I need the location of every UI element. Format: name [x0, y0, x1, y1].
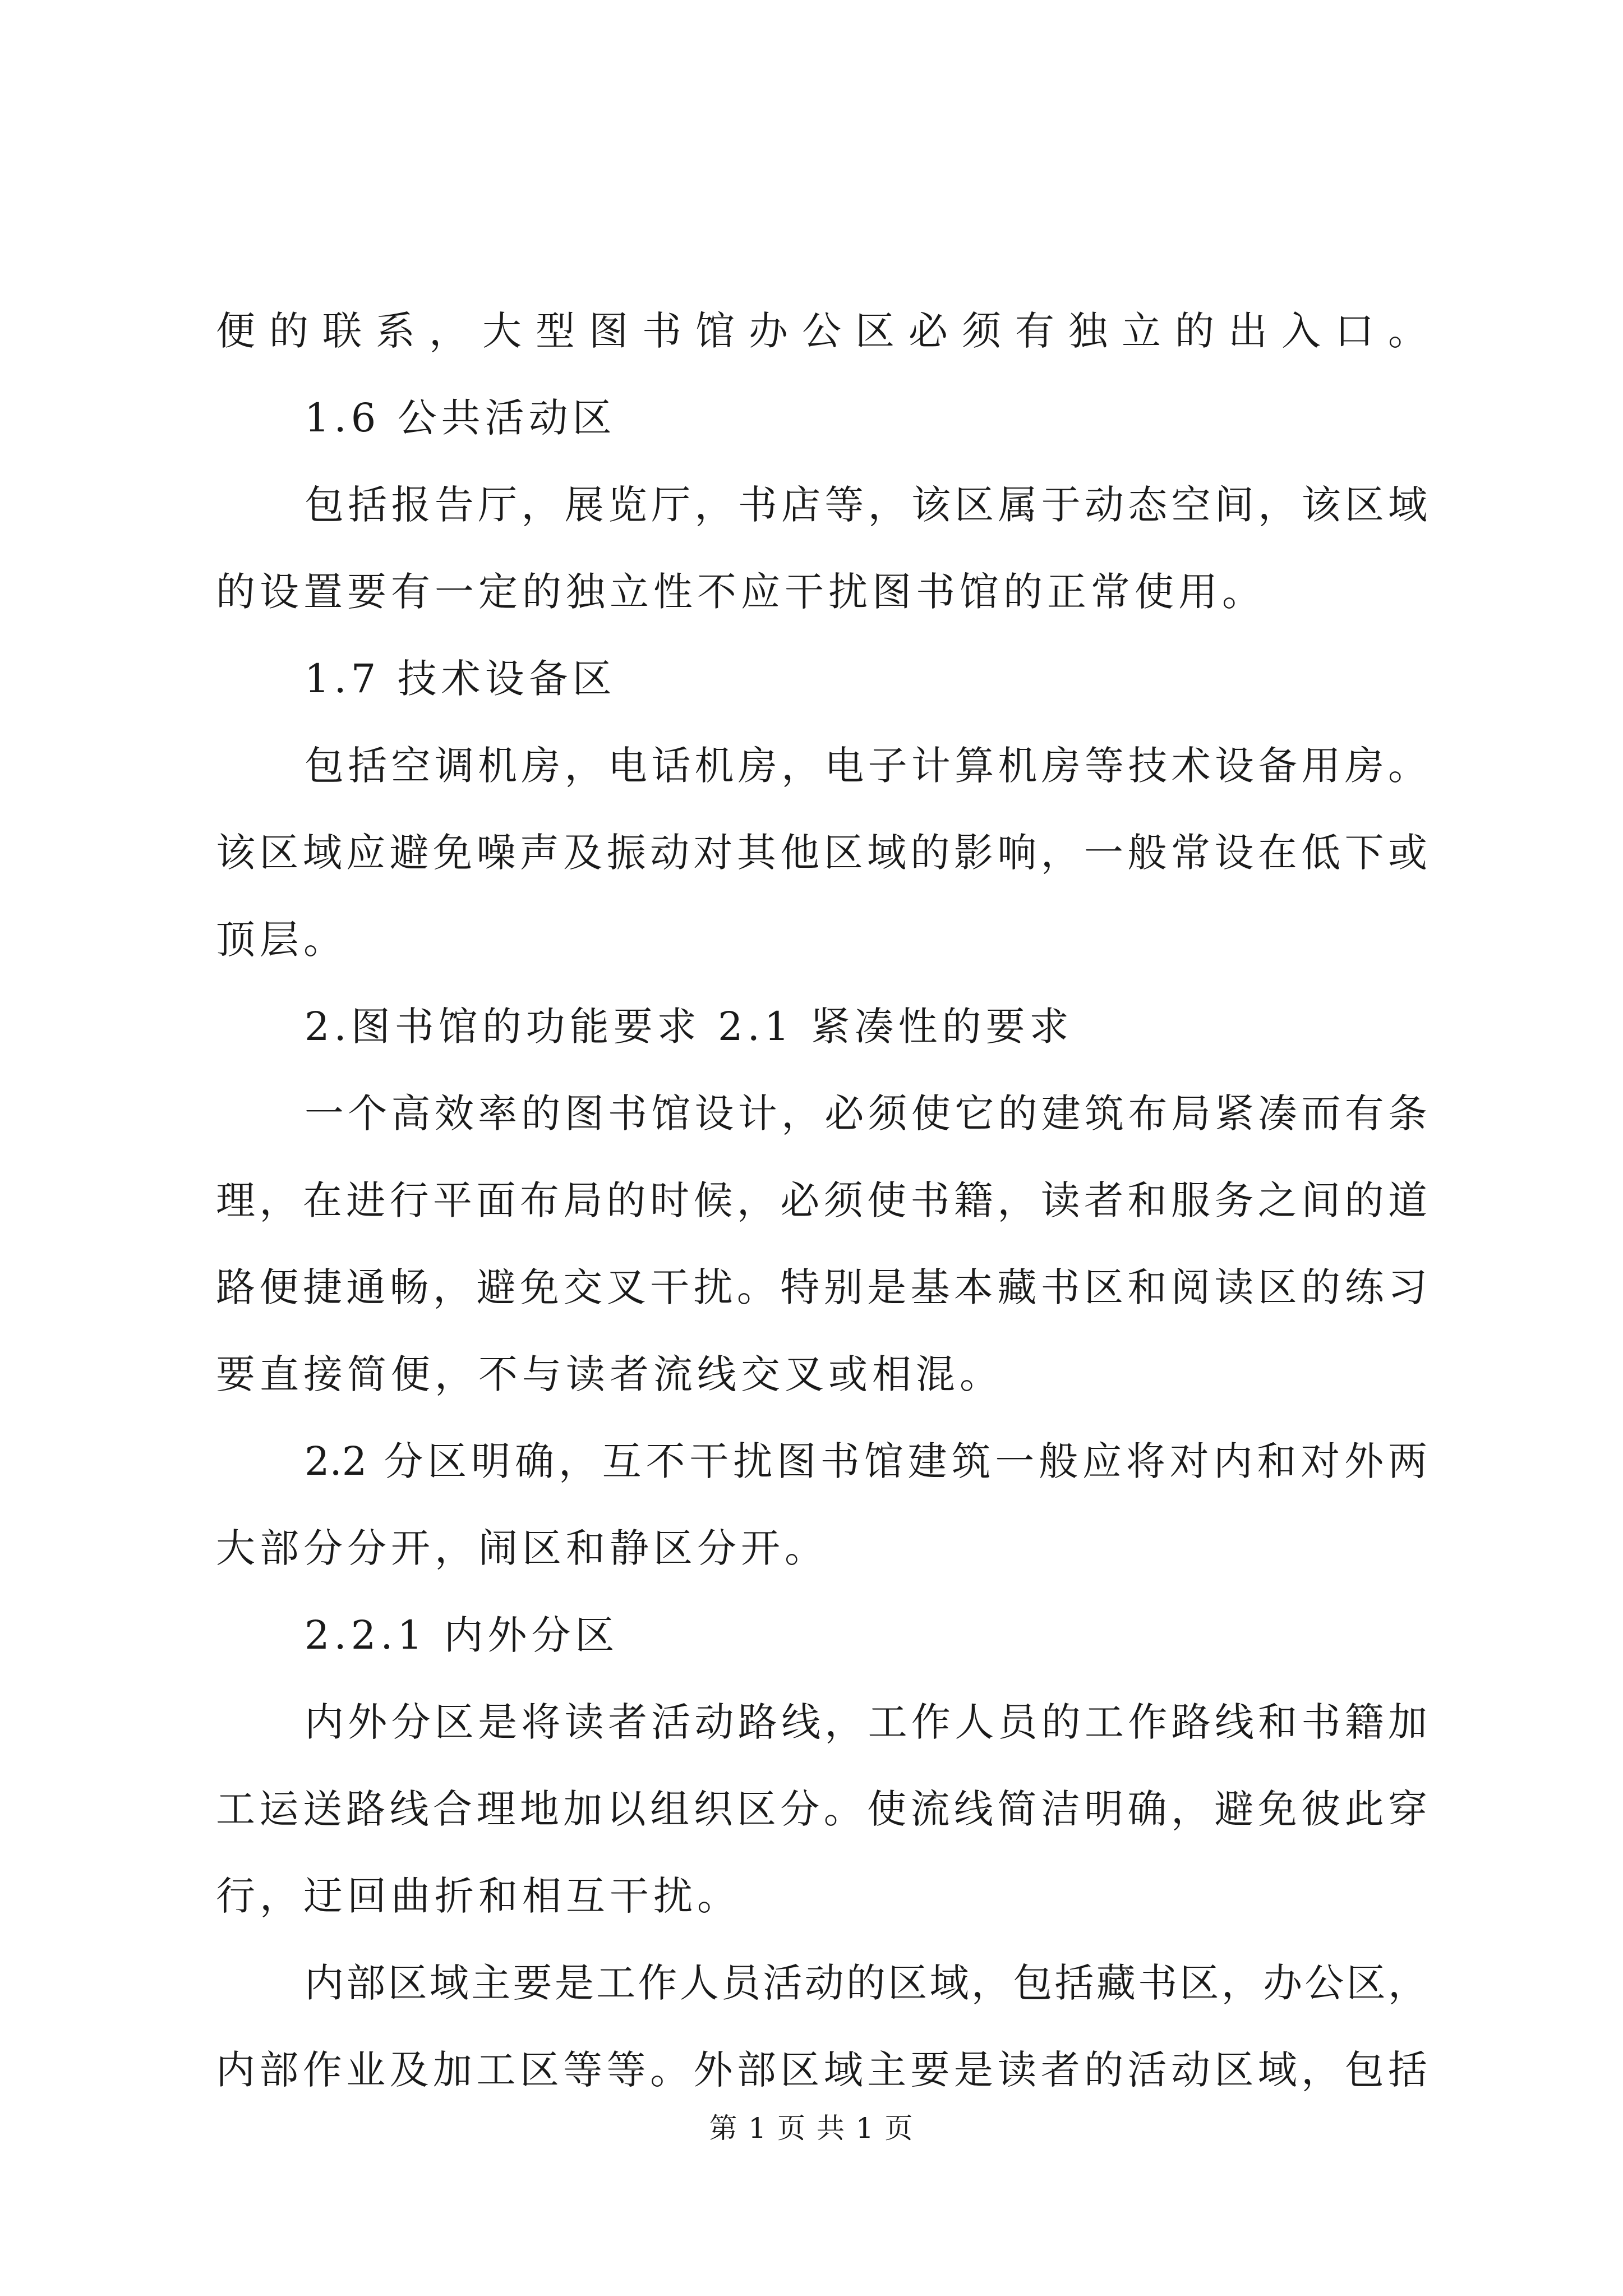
paragraph-line: 工运送路线合理地加以组织区分。使流线简洁明确，避免彼此穿 [216, 1786, 1427, 1832]
section-heading: 2.2.1 内外分区 [305, 1612, 619, 1658]
section-heading: 2.图书馆的功能要求 2.1 紧凑性的要求 [305, 1004, 1073, 1050]
paragraph-line: 行，迂回曲折和相互干扰。 [216, 1873, 741, 1919]
paragraph-line: 包括报告厅，展览厅，书店等，该区属于动态空间，该区域 [305, 482, 1427, 528]
paragraph-line: 一个高效率的图书馆设计，必须使它的建筑布局紧凑而有条 [305, 1091, 1427, 1137]
paragraph-line: 内部作业及加工区等等。外部区域主要是读者的活动区域，包括 [216, 2047, 1427, 2093]
paragraph-line: 包括空调机房，电话机房，电子计算机房等技术设备用房。 [305, 743, 1427, 789]
paragraph-line: 内外分区是将读者活动路线，工作人员的工作路线和书籍加 [305, 1699, 1427, 1745]
paragraph-line: 理，在进行平面布局的时候，必须使书籍，读者和服务之间的道 [216, 1177, 1427, 1223]
paragraph-line: 要直接简便，不与读者流线交叉或相混。 [216, 1351, 1003, 1397]
paragraph-line: 的设置要有一定的独立性不应干扰图书馆的正常使用。 [216, 569, 1266, 615]
page-footer: 第 1 页 共 1 页 [709, 2112, 914, 2145]
paragraph-line: 大部分分开，闹区和静区分开。 [216, 1525, 828, 1571]
section-heading: 1.6 公共活动区 [305, 395, 616, 441]
paragraph-line: 路便捷通畅，避免交叉干扰。特别是基本藏书区和阅读区的练习 [216, 1264, 1427, 1310]
paragraph-line: 内部区域主要是工作人员活动的区域，包括藏书区，办公区， [305, 1960, 1427, 2006]
section-heading: 1.7 技术设备区 [305, 656, 616, 702]
paragraph-line: 便的联系，大型图书馆办公区必须有独立的出入口。 [216, 308, 1427, 354]
paragraph-line: 顶层。 [216, 917, 347, 963]
paragraph-line: 该区域应避免噪声及振动对其他区域的影响，一般常设在低下或 [216, 830, 1427, 876]
paragraph-line: 2.2 分区明确，互不干扰图书馆建筑一般应将对内和对外两 [305, 1438, 1427, 1484]
